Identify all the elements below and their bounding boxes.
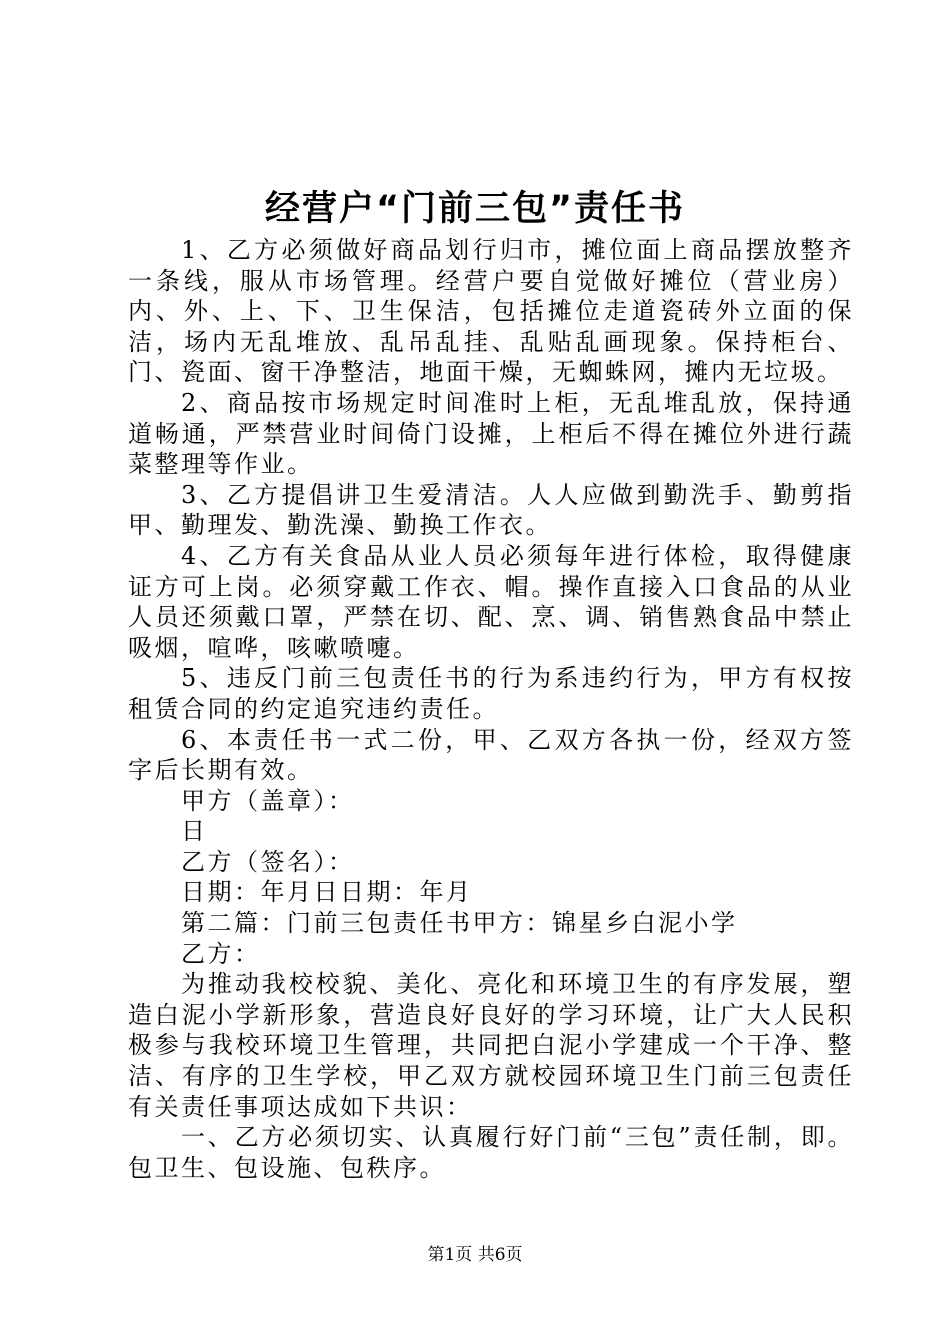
paragraph-clause-1: 1、乙方必须做好商品划行归市，摊位面上商品摆放整齐一条线，服从市场管理。经营户要自觉做好摊位（营业房）内、外、上、下、卫生保洁，包括摊位走道瓷砖外立面的保洁，场内无乱堆放、乱吊乱挂、乱贴乱画现象。保持柜台、门、瓷面、窗干净整洁，地面干燥，无蜘蛛网，摊内无垃圾。 (128, 236, 854, 387)
page-number-footer: 第1页 共6页 (427, 1245, 523, 1265)
paragraph-clause-2: 2、商品按市场规定时间准时上柜，无乱堆乱放，保持通道畅通，严禁营业时间倚门设摊，上柜后不得在摊位外进行蔬菜整理等作业。 (128, 388, 854, 479)
paragraph-clause-3: 3、乙方提倡讲卫生爱清洁。人人应做到勤洗手、勤剪指甲、勤理发、勤洗澡、勤换工作衣。 (128, 480, 854, 540)
party-b-signature-line: 乙方（签名）： (181, 847, 355, 876)
paragraph-clause-6: 6、本责任书一式二份，甲、乙双方各执一份，经双方签字后长期有效。 (128, 725, 854, 785)
paragraph-clause-5: 5、违反门前三包责任书的行为系违约行为，甲方有权按租赁合同的约定追究违约责任。 (128, 664, 854, 723)
day-line: 日 (181, 817, 208, 846)
document-title: 经营户“门前三包”责任书 (264, 189, 685, 229)
party-a-seal-line: 甲方（盖章）： (181, 786, 355, 815)
date-line: 日期：年月日日期：年月 (181, 878, 473, 907)
paragraph-preamble: 为推动我校校貌、美化、亮化和环境卫生的有序发展，塑造白泥小学新形象，营造良好良好的学习环境，让广大人民积极参与我校环境卫生管理，共同把白泥小学建成一个干净、整洁、有序的卫生学校，甲乙双方就校园环境卫生门前三包责任有关责任事项达成如下共识： (128, 970, 854, 1121)
party-b-line: 乙方： (181, 939, 261, 968)
document-body (128, 235, 854, 1183)
second-part-heading: 第二篇：门前三包责任书甲方：锦星乡白泥小学 (181, 909, 738, 938)
paragraph-clause-4: 4、乙方有关食品从业人员必须每年进行体检，取得健康证方可上岗。必须穿戴工作衣、帽。操作直接入口食品的从业人员还须戴口罩，严禁在切、配、烹、调、销售熟食品中禁止吸烟，喧哗，咳嗽喷嚏。 (128, 541, 854, 662)
paragraph-item-1: 一、乙方必须切实、认真履行好门前“三包”责任制，即。包卫生、包设施、包秩序。 (128, 1123, 854, 1182)
